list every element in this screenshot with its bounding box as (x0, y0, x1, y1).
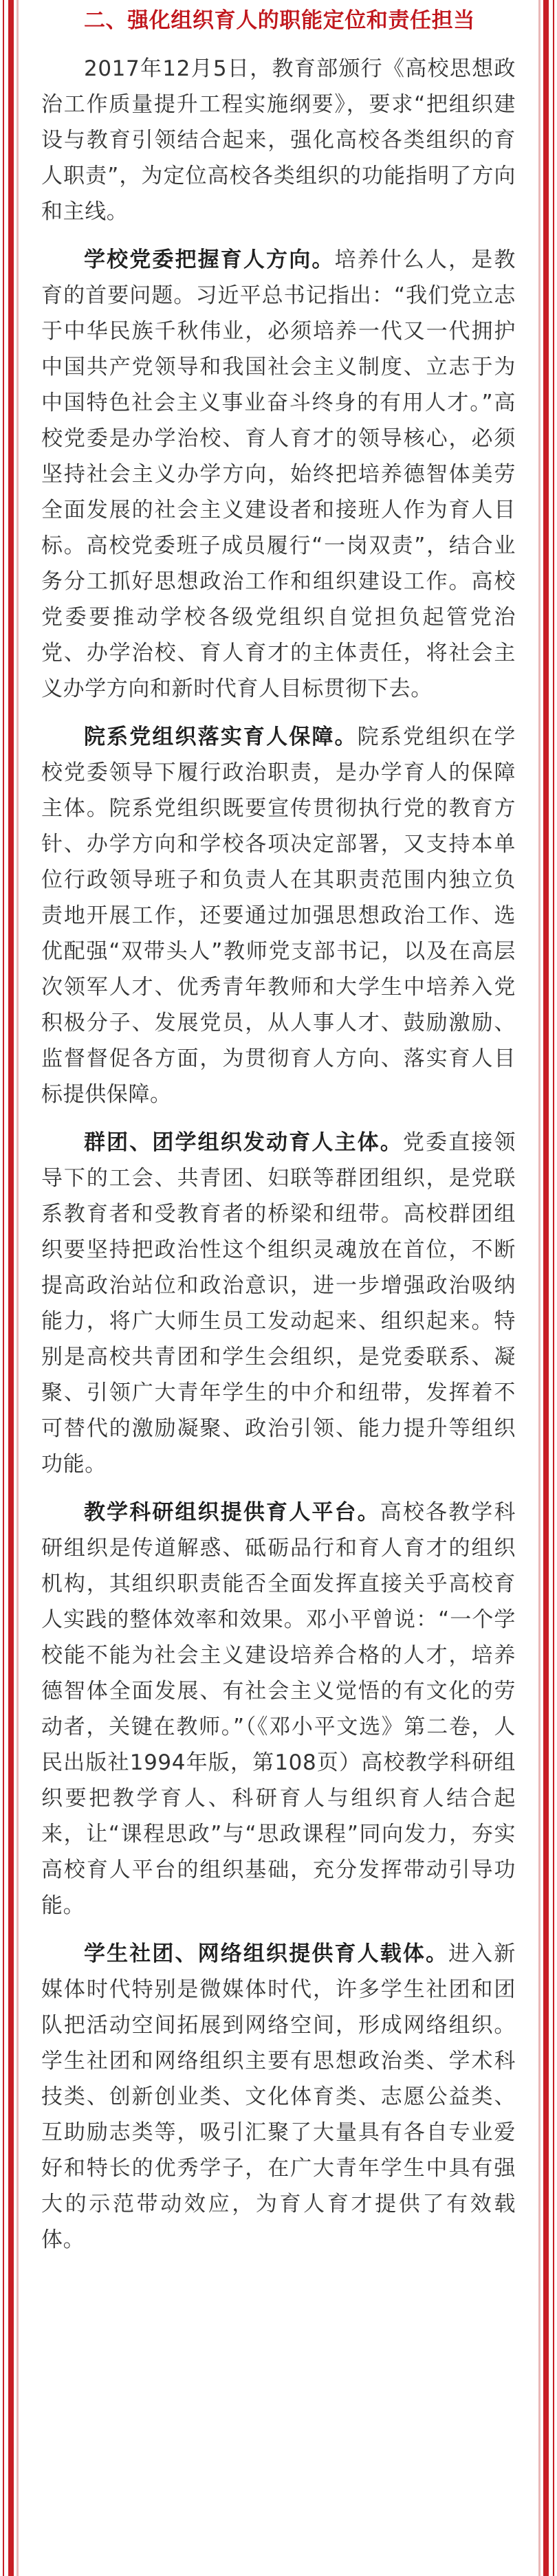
paragraph-text: 高校各教学科研组织是传道解惑、砥砺品行和育人育才的组织机构，其组织职责能否全面发挥直接关乎高校育人实践的整体效率和效果。邓小平曾说：“一个学校能不能为社会主义建设培养合格的人才，培养德智体全面发展、有社会主义觉悟的有文化的劳动者，关键在教师。”（《邓小平文选》第二卷，人民出版社1994年版，第108页）高校教学科研组织要把教学育人、科研育人与组织育人结合起来，让“课程思政”与“思政课程”同向发力，夯实高校育人平台的组织基础，充分发挥带动引导功能。 (41, 1500, 516, 1918)
article-body (41, 0, 516, 2270)
paragraph-lead: 院系党组织落实育人保障。 (84, 725, 358, 749)
paragraph (41, 719, 516, 1112)
paragraph (41, 51, 516, 230)
border-stripe (543, 0, 549, 2576)
border-stripe (3, 0, 4, 2576)
section-heading: 二、强化组织育人的职能定位和责任担当 (84, 8, 475, 33)
paragraph-lead: 群团、团学组织发动育人主体。 (84, 1130, 403, 1155)
paragraph (41, 1936, 516, 2258)
paragraph (41, 1125, 516, 1482)
border-stripe (538, 0, 540, 2576)
paragraph-lead: 学生社团、网络组织提供育人载体。 (84, 1941, 449, 1966)
paragraph-text: 党委直接领导下的工会、共青团、妇联等群团组织，是党联系教育者和受教育者的桥梁和纽带。高校群团组织要坚持把政治性这个组织灵魂放在首位，不断提高政治站位和政治意识，进一步增强政治吸纳能力，将广大师生员工发动起来、组织起来。特别是高校共青团和学生会组织，是党委联系、凝聚、引领广大青年学生的中介和纽带，发挥着不可替代的激励凝聚、政治引领、能力提升等组织功能。 (41, 1130, 516, 1477)
paragraph-lead: 学校党委把握育人方向。 (84, 247, 335, 272)
paragraph-text: 培养什么人，是教育的首要问题。习近平总书记指出：“我们党立志于中华民族千秋伟业，必须培养一代又一代拥护中国共产党领导和我国社会主义制度、立志于为中国特色社会主义事业奋斗终身的有用人才。”高校党委是办学治校、育人育才的领导核心，必须坚持社会主义办学方向，始终把培养德智体美劳全面发展的社会主义建设者和接班人作为育人目标。高校党委班子成员履行“一岗双责”，结合业务分工抓好思想政治工作和组织建设工作。高校党委要推动学校各级党组织自觉担负起管党治党、办学治校、育人育才的主体责任，将社会主义办学方向和新时代育人目标贯彻下去。 (41, 247, 516, 701)
paragraph-text: 院系党组织在学校党委领导下履行政治职责，是办学育人的保障主体。院系党组织既要宣传贯彻执行党的教育方针、办学方向和学校各项决定部署，又支持本单位行政领导班子和负责人在其职责范围内独立负责地开展工作，还要通过加强思想政治工作、选优配强“双带头人”教师党支部书记，以及在高层次领军人才、优秀青年教师和大学生中培养入党积极分子、发展党员，从人事人才、鼓励激励、监督督促各方面，为贯彻育人方向、落实育人目标提供保障。 (41, 725, 516, 1107)
paragraph-lead: 教学科研组织提供育人平台。 (84, 1500, 380, 1525)
paragraph (41, 1495, 516, 1924)
border-stripe (553, 0, 554, 2576)
paragraph-text: 进入新媒体时代特别是微媒体时代，许多学生社团和团队把活动空间拓展到网络空间，形成网络组织。学生社团和网络组织主要有思想政治类、学术科技类、创新创业类、文化体育类、志愿公益类、互助励志类等，吸引汇聚了大量具有各自专业爱好和特长的优秀学子，在广大青年学生中具有强大的示范带动效应，为育人育才提供了有效载体。 (41, 1941, 516, 2252)
border-stripe (8, 0, 14, 2576)
paragraph-text: 2017年12月5日，教育部颁行《高校思想政治工作质量提升工程实施纲要》，要求“把组织建设与教育引领结合起来，强化高校各类组织的育人职责”，为定位高校各类组织的功能指明了方向和主线。 (41, 56, 516, 224)
left-border-decoration (0, 0, 22, 2576)
right-border-decoration (535, 0, 557, 2576)
paragraph (41, 242, 516, 707)
border-stripe (17, 0, 19, 2576)
